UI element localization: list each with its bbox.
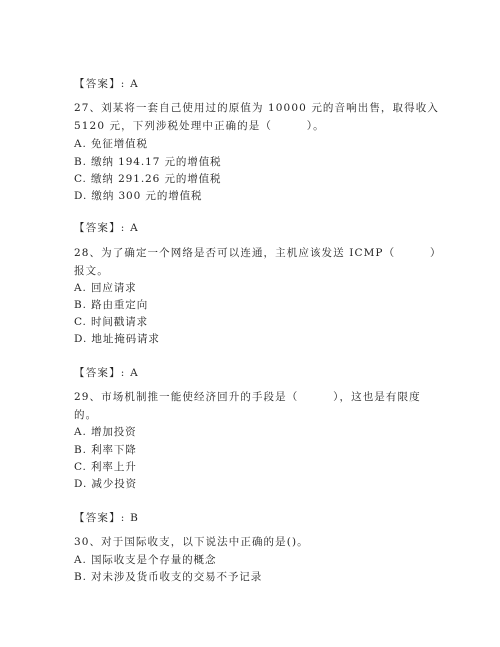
question-27-line-2: 5120 元，下列涉税处理中正确的是（ ）。 <box>74 120 325 132</box>
question-27-option-b: B. 缴纳 194.17 元的增值税 <box>74 156 222 168</box>
question-28-answer: 【答案】: A <box>74 367 139 379</box>
question-29-option-b: B. 利率下降 <box>74 444 137 456</box>
question-29-line-2: 的。 <box>74 409 98 421</box>
question-30-option-b: B. 对未涉及货币收支的交易不予记录 <box>74 571 263 583</box>
question-28-line-1: 28、为了确定一个网络是否可以连通，主机应该发送 ICMP（ ） <box>74 247 442 259</box>
question-27-option-a: A. 免征增值税 <box>74 138 148 150</box>
question-28-option-d: D. 地址掩码请求 <box>74 333 160 345</box>
question-27-line-1: 27、刘某将一套自己使用过的原值为 10000 元的音响出售，取得收入 <box>74 102 439 114</box>
question-29-line-1: 29、市场机制推一能使经济回升的手段是（ ），这也是有限度 <box>74 391 421 403</box>
question-28-line-2: 报文。 <box>74 265 109 277</box>
question-29-option-c: C. 利率上升 <box>74 461 137 473</box>
answer-line: 【答案】: A <box>74 78 139 90</box>
question-28-option-c: C. 时间戳请求 <box>74 316 149 328</box>
question-29-answer: 【答案】: B <box>74 512 139 524</box>
question-27-answer: 【答案】: A <box>74 222 139 234</box>
question-30-line-1: 30、对于国际收支，以下说法中正确的是()。 <box>74 536 309 548</box>
question-28-option-b: B. 路由重定向 <box>74 299 149 311</box>
question-28-option-a: A. 回应请求 <box>74 282 137 294</box>
question-29-option-d: D. 减少投资 <box>74 478 138 490</box>
question-29-option-a: A. 增加投资 <box>74 426 137 438</box>
question-30-option-a: A. 国际收支是个存量的概念 <box>74 554 217 566</box>
question-27-option-c: C. 缴纳 291.26 元的增值税 <box>74 173 222 185</box>
question-27-option-d: D. 缴纳 300 元的增值税 <box>74 190 203 202</box>
